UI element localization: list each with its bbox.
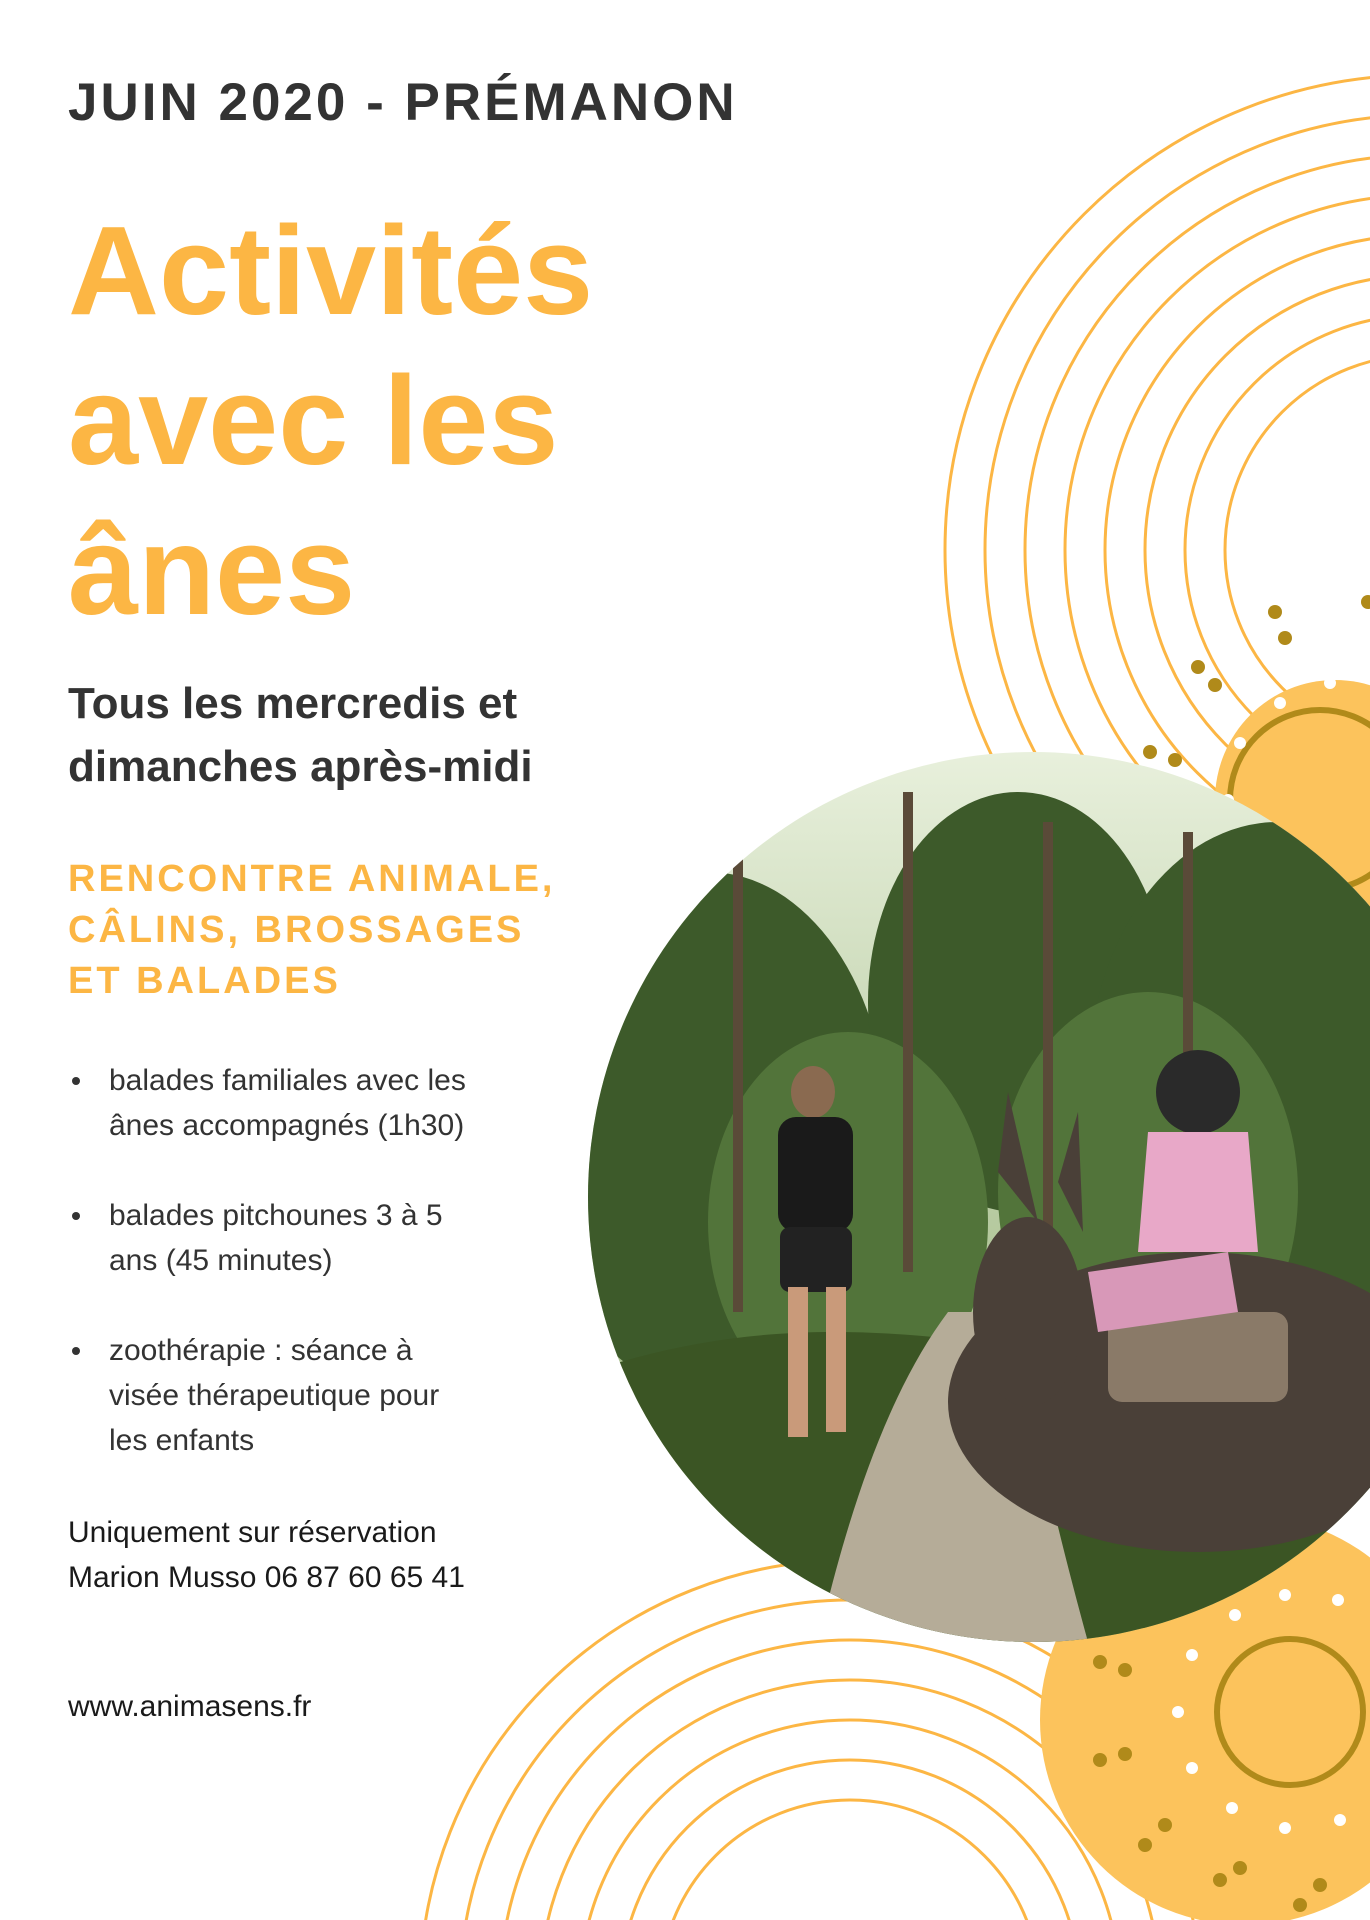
title-line: Activités xyxy=(68,200,594,341)
date-location-header: JUIN 2020 - PRÉMANON xyxy=(68,73,738,132)
bullet-icon xyxy=(72,1077,80,1085)
list-item-line: zoothérapie : séance à xyxy=(109,1334,413,1367)
list-item-line: visée thérapeutique pour xyxy=(109,1379,440,1412)
activities-tagline xyxy=(68,854,628,1007)
list-item-line: ânes accompagnés (1h30) xyxy=(109,1109,465,1142)
list-item-line: balades pitchounes 3 à 5 xyxy=(109,1199,443,1232)
tagline-line: ET BALADES xyxy=(68,960,341,1002)
contact-info xyxy=(68,1510,465,1600)
schedule-subtitle xyxy=(68,672,628,798)
tagline-line: CÂLINS, BROSSAGES xyxy=(68,909,525,951)
page-title xyxy=(68,196,593,646)
list-item-line: balades familiales avec les xyxy=(109,1064,466,1097)
list-item-line: ans (45 minutes) xyxy=(109,1244,333,1277)
activity-list xyxy=(68,1058,538,1508)
title-line: ânes xyxy=(68,500,356,641)
list-item xyxy=(68,1328,538,1463)
bullet-icon xyxy=(72,1212,80,1220)
list-item xyxy=(68,1193,538,1283)
list-item xyxy=(68,1058,538,1148)
title-line: avec les xyxy=(68,350,559,491)
schedule-line: dimanches après-midi xyxy=(68,742,533,791)
website-link[interactable]: www.animasens.fr xyxy=(68,1690,312,1723)
contact-phone: Marion Musso 06 87 60 65 41 xyxy=(68,1561,465,1594)
list-item-line: les enfants xyxy=(109,1424,255,1457)
reservation-note: Uniquement sur réservation xyxy=(68,1516,437,1549)
tagline-line: RENCONTRE ANIMALE, xyxy=(68,858,556,900)
schedule-line: Tous les mercredis et xyxy=(68,679,518,728)
bullet-icon xyxy=(72,1347,80,1355)
